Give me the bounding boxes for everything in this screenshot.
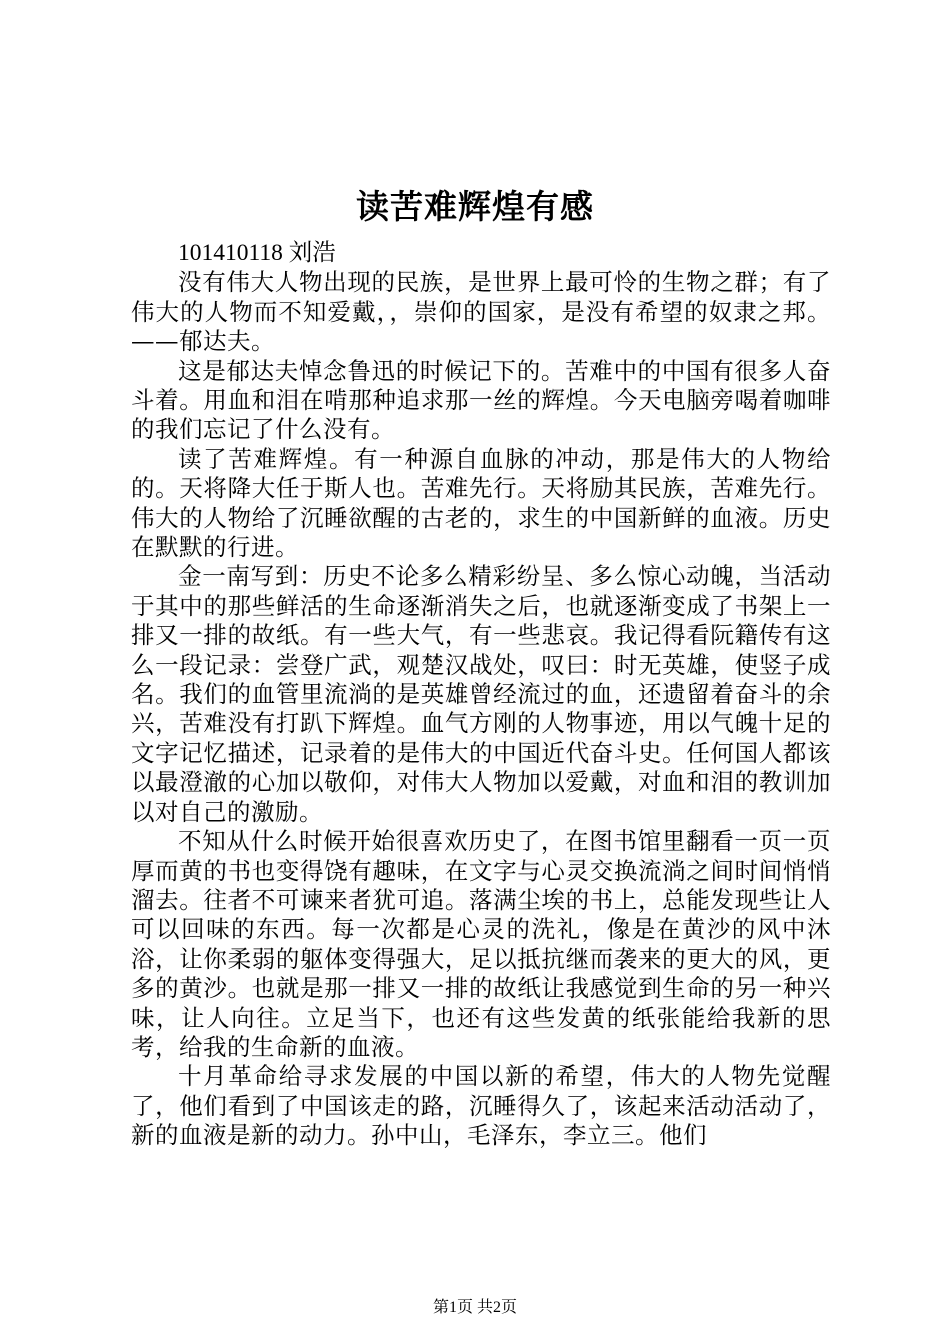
document-body bbox=[131, 239, 831, 1151]
page-footer: 第1页 共2页 bbox=[432, 1299, 517, 1316]
paragraph: 这是郁达夫悼念鲁迅的时候记下的。苦难中的中国有很多人奋斗着。用血和泪在啃那种追求那一丝的辉煌。今天电脑旁喝着咖啡的我们忘记了什么没有。 bbox=[131, 356, 831, 444]
paragraph: 金一南写到：历史不论多么精彩纷呈、多么惊心动魄，当活动于其中的那些鲜活的生命逐渐消失之后，也就逐渐变成了书架上一排又一排的故纸。有一些大气，有一些悲哀。我记得看阮籍传有这么一段记录：尝登广武，观楚汉战处，叹曰：时无英雄，使竖子成名。我们的血管里流淌的是英雄曾经流过的血，还遗留着奋斗的余兴，苦难没有打趴下辉煌。血气方刚的人物事迹，用以气魄十足的文字记忆描述，记录着的是伟大的中国近代奋斗史。任何国人都该以最澄澈的心加以敬仰，对伟大人物加以爱戴，对血和泪的教训加以对自己的激励。 bbox=[131, 562, 831, 826]
document-title: 读苦难辉煌有感 bbox=[356, 187, 594, 226]
paragraph: 十月革命给寻求发展的中国以新的希望，伟大的人物先觉醒了，他们看到了中国该走的路，沉睡得久了，该起来活动活动了，新的血液是新的动力。孙中山，毛泽东，李立三。他们 bbox=[131, 1062, 831, 1150]
paragraph: 没有伟大人物出现的民族，是世界上最可怜的生物之群；有了伟大的人物而不知爱戴，，崇仰的国家，是没有希望的奴隶之邦。——郁达夫。 bbox=[131, 268, 831, 356]
paragraph: 不知从什么时候开始很喜欢历史了，在图书馆里翻看一页一页厚而黄的书也变得饶有趣味，在文字与心灵交换流淌之间时间悄悄溜去。往者不可谏来者犹可追。落满尘埃的书上，总能发现些让人可以回味的东西。每一次都是心灵的洗礼，像是在黄沙的风中沐浴，让你柔弱的躯体变得强大，足以抵抗继而袭来的更大的风，更多的黄沙。也就是那一排又一排的故纸让我感觉到生命的另一种兴味，让人向往。立足当下，也还有这些发黄的纸张能给我新的思考，给我的生命新的血液。 bbox=[131, 827, 831, 1061]
paragraph: 读了苦难辉煌。有一种源自血脉的冲动，那是伟大的人物给的。天将降大任于斯人也。苦难先行。天将励其民族，苦难先行。伟大的人物给了沉睡欲醒的古老的，求生的中国新鲜的血液。历史在默默的行进。 bbox=[131, 444, 831, 562]
author-line: 101410118 刘浩 bbox=[178, 240, 336, 266]
